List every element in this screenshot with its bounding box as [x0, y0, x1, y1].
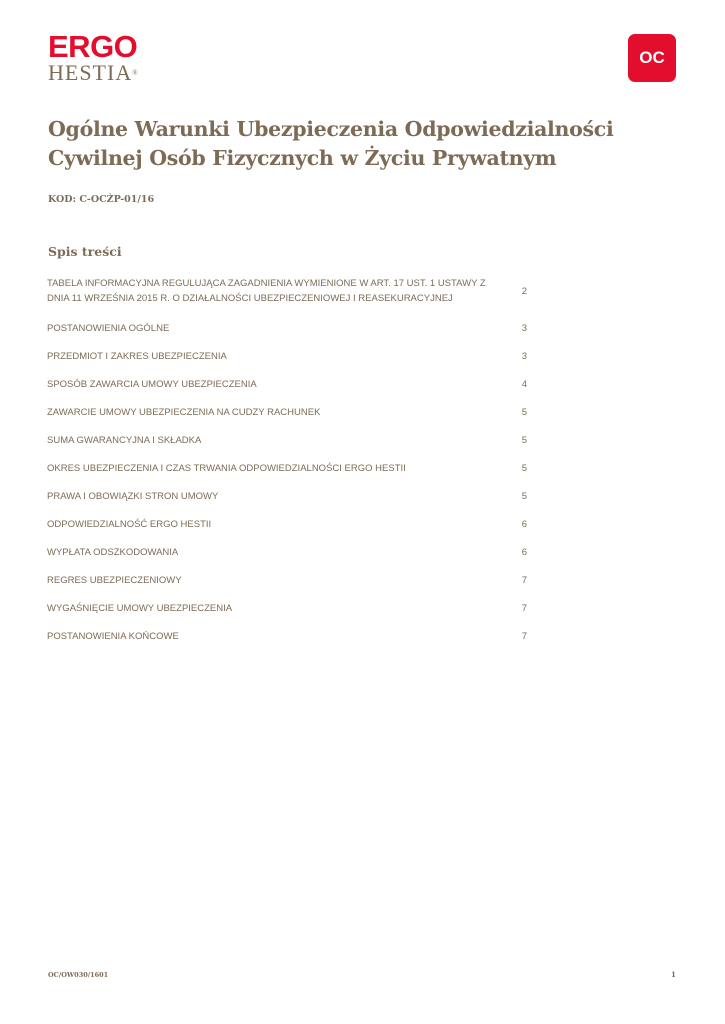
toc-item-label: ODPOWIEDZIALNOŚĆ ERGO HESTII	[47, 518, 212, 530]
toc-item-page: 3	[521, 322, 527, 334]
toc-item[interactable]	[47, 398, 527, 426]
toc-item[interactable]	[47, 510, 527, 538]
toc-item-page: 5	[521, 434, 527, 446]
toc-item-page: 4	[521, 378, 527, 390]
toc-item[interactable]	[47, 482, 527, 510]
toc-item-page: 6	[521, 546, 527, 558]
toc-item-label: REGRES UBEZPIECZENIOWY	[47, 574, 182, 586]
toc-item-page: 7	[521, 602, 527, 614]
logo-hestia-wordmark	[48, 62, 138, 84]
toc-item[interactable]	[47, 314, 527, 342]
product-badge: OC	[628, 34, 676, 82]
toc-item-label: POSTANOWIENIA KOŃCOWE	[47, 630, 179, 642]
toc-item[interactable]	[47, 566, 527, 594]
toc-item-label: ZAWARCIE UMOWY UBEZPIECZENIA NA CUDZY RACHUNEK	[47, 406, 321, 418]
footer-document-code: OC/OW030/1601	[48, 971, 109, 979]
footer-page-number: 1	[671, 970, 676, 979]
toc-item[interactable]	[47, 454, 527, 482]
toc-item-page: 7	[521, 574, 527, 586]
toc-item-label: PRAWA I OBOWIĄZKI STRON UMOWY	[47, 490, 219, 502]
toc-item-label: SUMA GWARANCYJNA I SKŁADKA	[47, 434, 202, 446]
ergo-hestia-logo	[48, 29, 138, 85]
document-title: Ogólne Warunki Ubezpieczenia Odpowiedzialności Cywilnej Osób Fizycznych w Życiu Prywatnym	[48, 117, 614, 170]
toc-item-label: TABELA INFORMACYJNA REGULUJĄCA ZAGADNIENIA WYMIENIONE W ART. 17 UST. 1 USTAWY Z DNIA 11 WRZEŚNIA 2015 R. O DZIAŁALNOŚCI UBEZPIECZENIOWEJ I REASEKURACYJNEJ	[47, 278, 486, 304]
toc-heading: Spis treści	[48, 244, 122, 259]
toc-item[interactable]	[47, 342, 527, 370]
logo-hestia-text: HESTIA	[48, 60, 133, 85]
toc-item[interactable]	[47, 594, 527, 622]
table-of-contents	[47, 276, 527, 650]
toc-item-page: 5	[521, 462, 527, 474]
toc-item-page: 5	[521, 406, 527, 418]
document-code: KOD: C-OCŻP-01/16	[48, 194, 155, 205]
toc-item[interactable]	[47, 622, 527, 650]
toc-item-label: PRZEDMIOT I ZAKRES UBEZPIECZENIA	[47, 350, 227, 362]
toc-item-label: WYGAŚNIĘCIE UMOWY UBEZPIECZENIA	[47, 602, 233, 614]
logo-ergo-text: ERGO	[48, 29, 138, 64]
toc-item-page: 3	[521, 350, 527, 362]
toc-item-label: WYPŁATA ODSZKODOWANIA	[47, 546, 179, 558]
toc-item[interactable]	[47, 538, 527, 566]
toc-item-page: 6	[521, 518, 527, 530]
toc-item-page: 7	[521, 630, 527, 642]
toc-item[interactable]	[47, 370, 527, 398]
toc-item-label: POSTANOWIENIA OGÓLNE	[47, 322, 170, 334]
toc-item-label: OKRES UBEZPIECZENIA I CZAS TRWANIA ODPOWIEDZIALNOŚCI ERGO HESTII	[47, 462, 406, 474]
toc-item-page: 2	[521, 285, 527, 297]
registered-mark: ®	[132, 69, 138, 77]
toc-item[interactable]	[47, 276, 527, 306]
toc-item[interactable]	[47, 426, 527, 454]
toc-item-label: SPOSÓB ZAWARCIA UMOWY UBEZPIECZENIA	[47, 378, 257, 390]
toc-item-page: 5	[521, 490, 527, 502]
